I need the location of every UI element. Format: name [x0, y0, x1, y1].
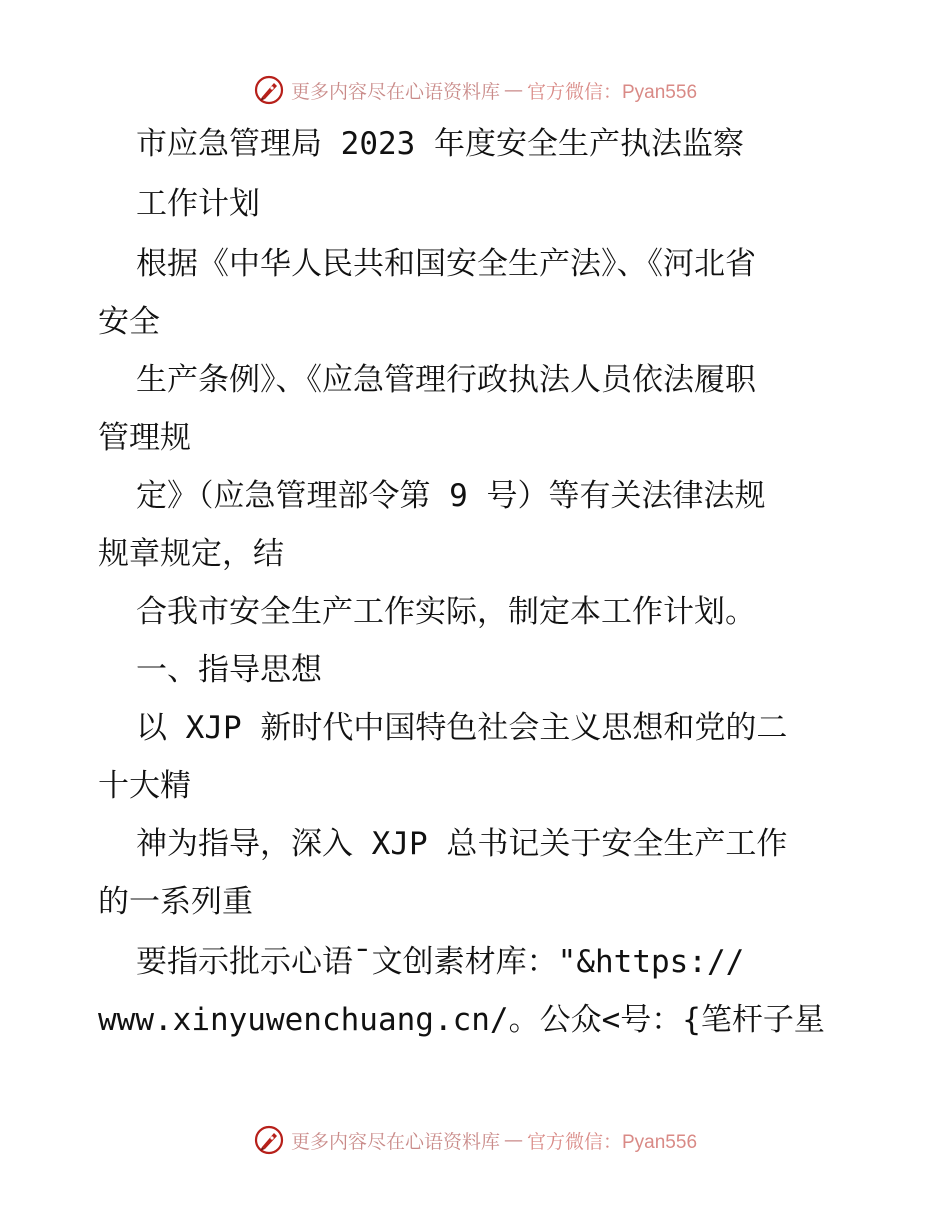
text-line: 要指示批示心语¯文创素材库："&https://	[136, 944, 745, 980]
text-line: 安全	[98, 304, 160, 340]
header-watermark-banner	[0, 70, 950, 110]
header-banner-separator: —	[504, 79, 523, 101]
text-line: 根据《中华人民共和国安全生产法》、《河北省	[136, 246, 756, 282]
text-line: 市应急管理局 2023 年度安全生产执法监察	[136, 126, 744, 162]
footer-watermark-banner	[0, 1120, 950, 1160]
pen-nib-logo-icon	[253, 74, 285, 106]
footer-banner-contact: 官方微信：Pyan556	[527, 1131, 698, 1153]
text-line: 一、指导思想	[136, 652, 322, 688]
text-line: 规章规定，结	[98, 536, 284, 572]
text-line: 十大精	[98, 768, 191, 804]
header-banner-text: 更多内容尽在心语资料库	[290, 80, 500, 103]
header-banner-contact: 官方微信：Pyan556	[527, 81, 698, 103]
pen-nib-logo-icon	[253, 1124, 285, 1156]
footer-banner-separator: —	[504, 1129, 523, 1151]
footer-banner-text: 更多内容尽在心语资料库	[290, 1130, 500, 1153]
text-line: 的一系列重	[98, 884, 253, 920]
text-line: www.xinyuwenchuang.cn/。公众<号：{笔杆子星	[98, 1002, 825, 1038]
text-line: 生产条例》、《应急管理行政执法人员依法履职	[136, 362, 756, 398]
text-line: 定》（应急管理部令第 9 号）等有关法律法规	[136, 478, 766, 514]
text-line: 合我市安全生产工作实际，制定本工作计划。	[136, 594, 756, 630]
text-line: 管理规	[98, 420, 191, 456]
text-line: 神为指导，深入 XJP 总书记关于安全生产工作	[136, 826, 788, 862]
text-line: 以 XJP 新时代中国特色社会主义思想和党的二	[136, 710, 788, 746]
text-line: 工作计划	[136, 186, 260, 222]
